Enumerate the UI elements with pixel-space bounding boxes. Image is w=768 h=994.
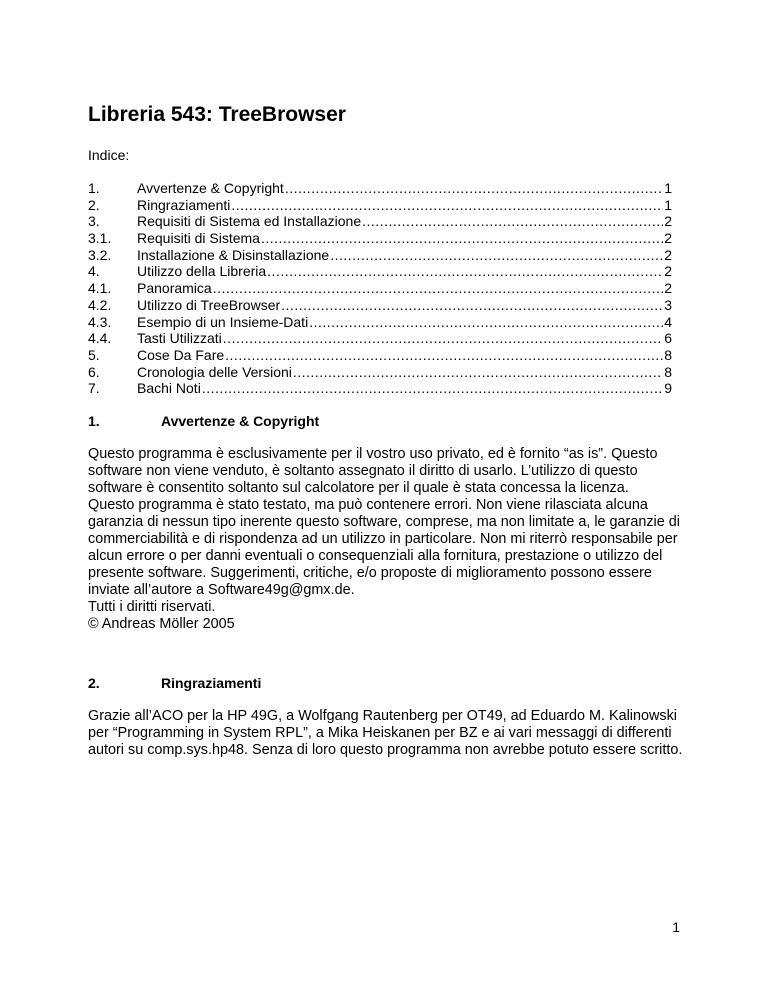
toc-entry-title: Utilizzo della Libreria [137,263,267,280]
section-heading-acknowledgements [88,674,261,692]
toc-entry-page: 6 [664,330,672,347]
page-number: 1 [672,919,680,935]
toc-entry[interactable] [88,263,672,280]
toc-leader-dots [281,297,663,314]
toc-entry[interactable] [88,330,672,347]
section-body-acknowledgements [88,708,688,759]
toc-entry[interactable] [88,314,672,331]
toc-leader-dots [225,347,663,364]
toc-entry-title: Cronologia delle Versioni [137,363,292,380]
toc-entry-number: 4.1. [88,280,112,297]
toc-entry[interactable] [88,197,672,214]
toc-entry[interactable] [88,213,672,230]
toc-entry-title: Panoramica [137,280,212,297]
paragraph: Tutti i diritti riservati. [88,599,216,615]
toc-entry-number: 5. [88,346,100,363]
toc-entry[interactable] [88,364,672,381]
toc-leader-dots [267,263,663,280]
toc-leader-dots [293,364,663,381]
toc-entry-page: 8 [664,363,672,380]
toc-entry-number: 3. [88,213,100,230]
toc-entry-page: 4 [664,313,672,330]
toc-entry-page: 2 [664,246,672,263]
toc-leader-dots [261,230,663,247]
toc-entry-number: 4. [88,263,100,280]
toc-entry-title: Avvertenze & Copyright [137,180,284,196]
toc-entry-title: Bachi Noti [137,380,201,397]
toc-leader-dots [285,180,663,197]
toc-entry[interactable] [88,230,672,247]
paragraph: Grazie all’ACO per la HP 49G, a Wolfgang Rautenberg per OT49, ad Eduardo M. Kalinowski per “Programming in System RPL”, a Mika Heiskanen per BZ e ai vari messaggi di differenti autori su comp.sys.hp48. Senza di loro questo programma non avrebbe potuto essere scritto. [88,708,683,758]
toc-leader-dots [309,314,663,331]
toc-entry-number: 6. [88,363,100,380]
section-number: 2. [88,675,100,691]
toc-entry-number: 4.3. [88,313,112,330]
toc-entry-page: 2 [664,263,672,280]
toc-entry-number: 4.4. [88,330,112,347]
toc-entry[interactable] [88,280,672,297]
toc-entry-number: 1. [88,180,100,196]
toc-entry-page: 8 [664,346,672,363]
toc-entry[interactable] [88,380,672,397]
toc-leader-dots [202,380,663,397]
toc-entry-title: Installazione & Disinstallazione [137,246,330,263]
toc-entry-number: 7. [88,380,100,397]
toc-leader-dots [213,280,664,297]
toc-entry-title: Ringraziamenti [137,196,231,213]
toc-entry-number: 3.1. [88,230,112,247]
toc-entry-page: 2 [664,213,672,230]
toc-entry[interactable] [88,247,672,264]
toc-entry-page: 9 [664,380,672,397]
toc-entry-title: Cose Da Fare [137,346,225,363]
toc-entry-title: Requisiti di Sistema ed Installazione [137,213,362,230]
toc-leader-dots [362,213,663,230]
table-of-contents [88,180,672,397]
section-heading-copyright [88,412,319,430]
section-title: Avvertenze & Copyright [161,413,320,429]
section-title: Ringraziamenti [161,675,262,691]
toc-entry[interactable] [88,347,672,364]
toc-leader-dots [223,330,663,347]
toc-entry-page: 2 [664,280,672,297]
toc-entry[interactable] [88,297,672,314]
toc-leader-dots [330,247,663,264]
section-body-copyright [88,446,688,633]
toc-heading: Indice: [88,147,130,163]
paragraph: © Andreas Möller 2005 [88,616,235,632]
toc-entry-title: Tasti Utilizzati [137,330,222,347]
toc-entry-page: 2 [664,230,672,247]
toc-entry[interactable] [88,180,672,197]
toc-leader-dots [231,197,663,214]
toc-entry-page: 1 [664,180,672,196]
toc-entry-number: 2. [88,196,100,213]
toc-entry-number: 3.2. [88,246,112,263]
paragraph: Questo programma è stato testato, ma può contenere errori. Non viene rilasciata alcuna garanzia di nessun tipo inerente questo software, comprese, ma non limitate a, le garanzie di commerciabilità e di rispondenza ad un utilizzo in particolare. Non mi riterrò responsabile per alcun errore o per danni eventuali o consequenziali alla fornitura, prestazione o utilizzo del presente software. Suggerimenti, critiche, e/o proposte di miglioramento possono essere inviate all’autore a Software49g@gmx.de. [88,497,680,598]
toc-entry-title: Requisiti di Sistema [137,230,260,247]
toc-entry-title: Utilizzo di TreeBrowser [137,296,281,313]
toc-entry-page: 1 [664,196,672,213]
paragraph: Questo programma è esclusivamente per il vostro uso privato, ed è fornito “as is”. Questo software non viene venduto, è soltanto assegnato il diritto di usarlo. L’utilizzo di questo software è consentito soltanto sul calcolatore per il quale è stata concessa la licenza. [88,446,658,496]
toc-entry-number: 4.2. [88,296,112,313]
toc-entry-title: Esempio di un Insieme-Dati [137,313,309,330]
toc-entry-page: 3 [664,296,672,313]
document-title: Libreria 543: TreeBrowser [88,103,346,126]
section-number: 1. [88,413,100,429]
